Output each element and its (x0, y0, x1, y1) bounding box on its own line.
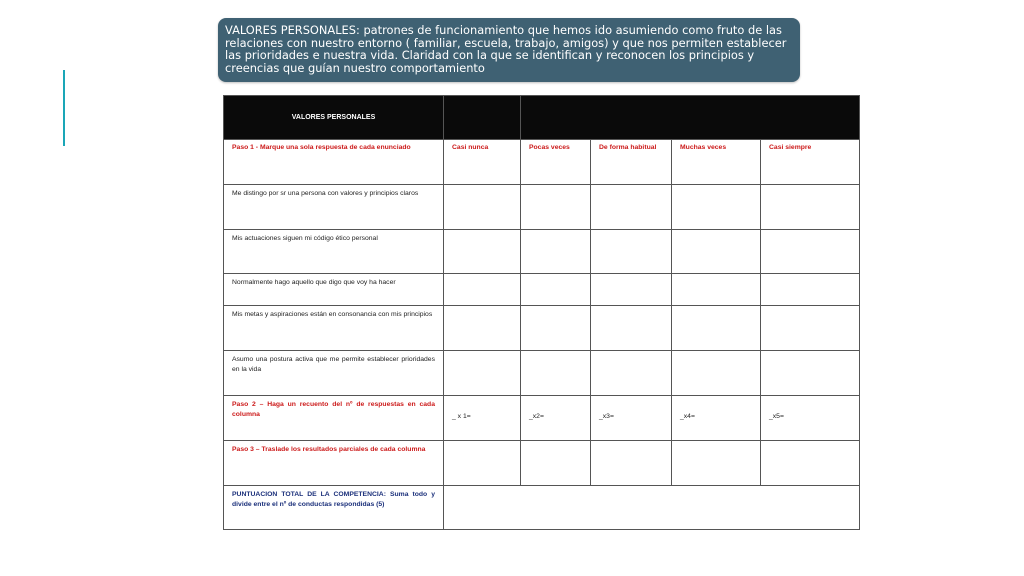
answer-cell[interactable] (591, 230, 672, 274)
option-casi-siempre: Casi siempre (761, 140, 860, 185)
statement-text: Me distingo por sr una persona con valores y principios claros (224, 185, 444, 230)
partial-result-cell[interactable] (591, 441, 672, 486)
statement-text: Mis metas y aspiraciones están en consonancia con mis principios (224, 306, 444, 351)
answer-cell[interactable] (591, 306, 672, 351)
option-casi-nunca: Casi nunca (444, 140, 521, 185)
total-rest: Suma todo y divide entre el nº de conductas respondidas (5) (232, 491, 435, 508)
options-row (224, 140, 860, 185)
answer-cell[interactable] (672, 306, 761, 351)
statement-text: Asumo una postura activa que me permite establecer prioridades en la vida (224, 351, 444, 396)
step2-label: Paso 2 – Haga un recuento del nº de respuestas en cada columna (224, 396, 444, 441)
answer-cell[interactable] (761, 230, 860, 274)
total-label: PUNTUACION TOTAL DE LA COMPETENCIA: (232, 491, 386, 498)
statement-text: Mis actuaciones siguen mi código ético personal (224, 230, 444, 274)
step3-label: Paso 3 – Traslade los resultados parciales de cada columna (224, 441, 444, 486)
option-pocas-veces: Pocas veces (521, 140, 591, 185)
answer-cell[interactable] (761, 351, 860, 396)
answer-cell[interactable] (521, 306, 591, 351)
step1-label: Paso 1 - Marque una sola respuesta de cada enunciado (224, 140, 444, 185)
answer-cell[interactable] (444, 306, 521, 351)
total-result-cell[interactable] (444, 486, 860, 530)
definition-banner (218, 18, 800, 82)
calc-x5[interactable]: _x5= (761, 396, 860, 441)
partial-result-cell[interactable] (761, 441, 860, 486)
banner-text: VALORES PERSONALES: patrones de funcionamiento que hemos ido asumiendo como fruto de las relaciones con nuestro entorno ( familiar, escuela, trabajo, amigos) y que nos permiten establecer las prioridades e nuestra vida. Claridad con la que se identifican y reconocen los principios y creencias que guían nuestro comportamiento (225, 23, 787, 75)
statement-row (224, 185, 860, 230)
statement-row (224, 230, 860, 274)
answer-cell[interactable] (444, 274, 521, 306)
calc-x1[interactable]: _ x 1= (444, 396, 521, 441)
answer-cell[interactable] (761, 274, 860, 306)
partial-result-cell[interactable] (444, 441, 521, 486)
header-blank-cell (444, 96, 521, 140)
answer-cell[interactable] (521, 185, 591, 230)
answer-cell[interactable] (591, 351, 672, 396)
answer-cell[interactable] (444, 230, 521, 274)
answer-cell[interactable] (761, 306, 860, 351)
answer-cell[interactable] (672, 274, 761, 306)
answer-cell[interactable] (591, 185, 672, 230)
option-forma-habitual: De forma habitual (591, 140, 672, 185)
partial-result-cell[interactable] (521, 441, 591, 486)
statement-row (224, 274, 860, 306)
partial-result-cell[interactable] (672, 441, 761, 486)
answer-cell[interactable] (672, 230, 761, 274)
total-row (224, 486, 860, 530)
header-blank-cell (521, 96, 860, 140)
answer-cell[interactable] (521, 230, 591, 274)
calc-x4[interactable]: _x4= (672, 396, 761, 441)
header-row (224, 96, 860, 140)
step2-row (224, 396, 860, 441)
answer-cell[interactable] (761, 185, 860, 230)
step3-row (224, 441, 860, 486)
values-questionnaire-table (223, 95, 860, 530)
accent-bar (63, 70, 65, 146)
statement-text: Normalmente hago aquello que digo que voy ha hacer (224, 274, 444, 306)
answer-cell[interactable] (672, 185, 761, 230)
total-instructions (224, 486, 444, 530)
option-muchas-veces: Muchas veces (672, 140, 761, 185)
answer-cell[interactable] (521, 351, 591, 396)
answer-cell[interactable] (672, 351, 761, 396)
table-title: VALORES PERSONALES (224, 96, 444, 140)
answer-cell[interactable] (521, 274, 591, 306)
answer-cell[interactable] (444, 351, 521, 396)
answer-cell[interactable] (444, 185, 521, 230)
answer-cell[interactable] (591, 274, 672, 306)
statement-row (224, 306, 860, 351)
calc-x3[interactable]: _x3= (591, 396, 672, 441)
calc-x2[interactable]: _x2= (521, 396, 591, 441)
statement-row (224, 351, 860, 396)
